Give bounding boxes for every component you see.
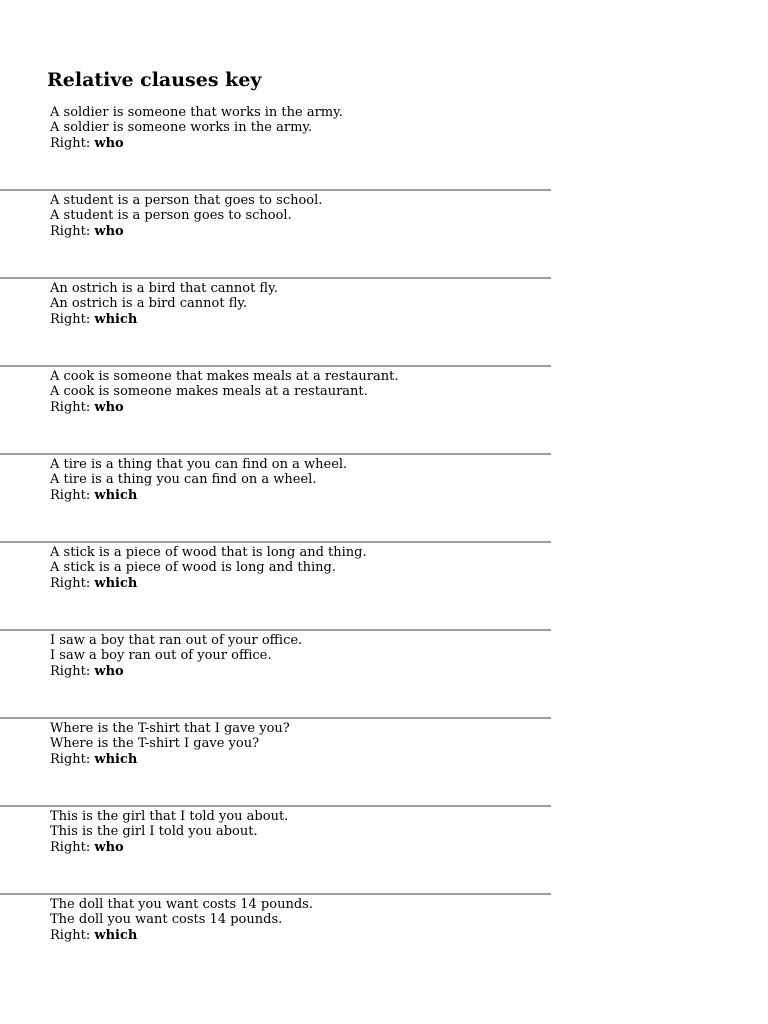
correct-pronoun: who	[94, 135, 124, 151]
answer-line	[50, 840, 288, 855]
right-label: Right:	[50, 135, 91, 151]
sentence-with-that: An ostrich is a bird that cannot fly.	[50, 281, 278, 296]
answer-key-item	[0, 367, 551, 455]
sentence-with-that: This is the girl that I told you about.	[50, 809, 289, 824]
correct-pronoun: which	[94, 751, 138, 767]
answer-line	[50, 488, 347, 503]
correct-pronoun: who	[94, 839, 124, 855]
page-title: Relative clauses key	[47, 69, 262, 91]
sentence-with-that: A stick is a piece of wood that is long and thing.	[50, 545, 367, 560]
answer-key-item	[0, 103, 551, 191]
correct-pronoun: who	[94, 223, 124, 239]
item-text	[50, 633, 302, 679]
correct-pronoun: which	[94, 487, 138, 503]
sentence-without-pronoun: A soldier is someone works in the army.	[50, 120, 313, 136]
correct-pronoun: who	[94, 399, 124, 415]
sentence-without-pronoun: A student is a person goes to school.	[50, 208, 292, 224]
sentence-without-pronoun: The doll you want costs 14 pounds.	[50, 912, 283, 928]
right-label: Right:	[50, 399, 91, 415]
answer-key-item	[0, 543, 551, 631]
item-text	[50, 721, 290, 767]
correct-pronoun: which	[94, 575, 138, 591]
answer-key-item	[0, 455, 551, 543]
answer-line	[50, 928, 313, 943]
sentence-without-pronoun: Where is the T-shirt I gave you?	[50, 736, 260, 752]
answer-key-item	[0, 191, 551, 279]
sentence-with-that: Where is the T-shirt that I gave you?	[50, 721, 290, 736]
answer-key-item	[0, 279, 551, 367]
answer-line	[50, 136, 343, 151]
item-text	[50, 545, 367, 591]
answer-line	[50, 664, 302, 679]
sentence-with-that: A cook is someone that makes meals at a restaurant.	[50, 369, 399, 384]
sentence-with-that: A tire is a thing that you can find on a wheel.	[50, 457, 348, 472]
answer-key-item	[0, 807, 551, 895]
sentence-with-that: A student is a person that goes to school.	[50, 193, 323, 208]
sentence-without-pronoun: A cook is someone makes meals at a restaurant.	[50, 384, 368, 400]
sentence-with-that: I saw a boy that ran out of your office.	[50, 633, 303, 648]
item-text	[50, 193, 322, 239]
answer-line	[50, 224, 322, 239]
sentence-without-pronoun: A stick is a piece of wood is long and thing.	[50, 560, 336, 576]
answer-key-item	[0, 719, 551, 807]
right-label: Right:	[50, 487, 91, 503]
answer-line	[50, 312, 278, 327]
item-text	[50, 369, 398, 415]
item-text	[50, 105, 343, 151]
right-label: Right:	[50, 751, 91, 767]
right-label: Right:	[50, 927, 91, 943]
answer-line	[50, 400, 398, 415]
answer-key-item	[0, 631, 551, 719]
right-label: Right:	[50, 223, 91, 239]
answer-line	[50, 752, 290, 767]
sentence-without-pronoun: An ostrich is a bird cannot fly.	[50, 296, 248, 312]
correct-pronoun: who	[94, 663, 124, 679]
answer-key-item	[0, 895, 551, 981]
correct-pronoun: which	[94, 927, 138, 943]
sentence-with-that: A soldier is someone that works in the army.	[50, 105, 343, 120]
right-label: Right:	[50, 575, 91, 591]
sentence-with-that: The doll that you want costs 14 pounds.	[50, 897, 313, 912]
right-label: Right:	[50, 663, 91, 679]
correct-pronoun: which	[94, 311, 138, 327]
right-label: Right:	[50, 311, 91, 327]
item-text	[50, 897, 313, 943]
sentence-without-pronoun: I saw a boy ran out of your office.	[50, 648, 272, 664]
sentence-without-pronoun: This is the girl I told you about.	[50, 824, 258, 840]
answer-key-list	[0, 103, 551, 981]
item-text	[50, 809, 288, 855]
right-label: Right:	[50, 839, 91, 855]
item-text	[50, 281, 278, 327]
answer-line	[50, 576, 367, 591]
item-text	[50, 457, 347, 503]
sentence-without-pronoun: A tire is a thing you can find on a wheel.	[50, 472, 317, 488]
